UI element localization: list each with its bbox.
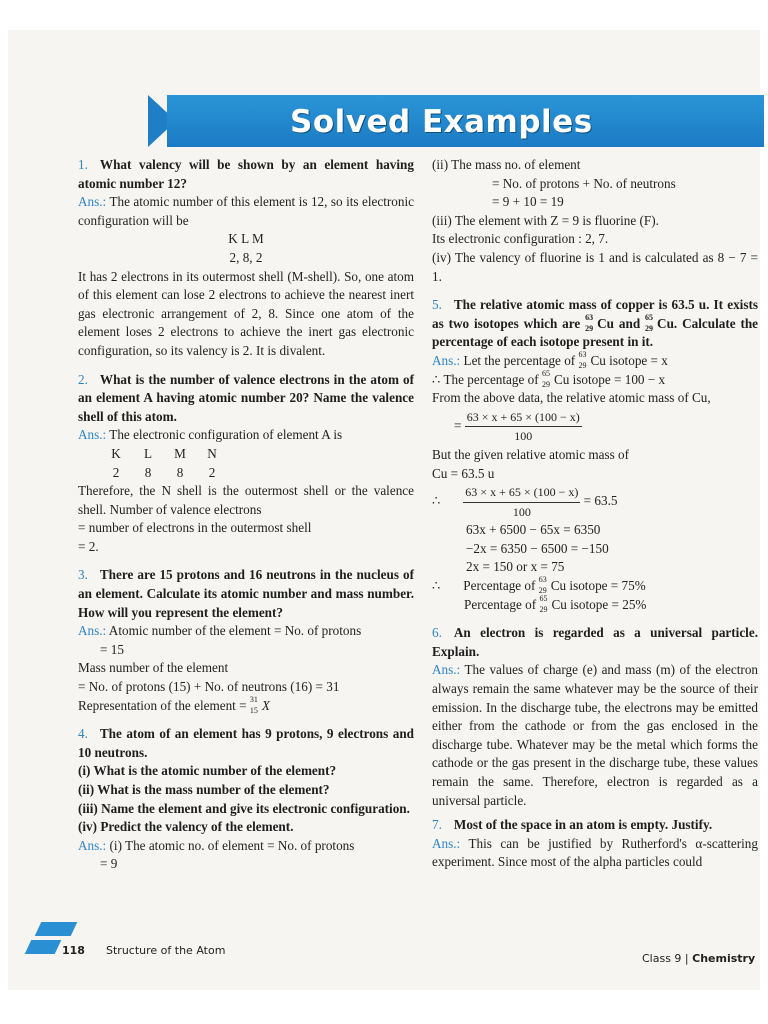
answer-text: This can be justified by Rutherford's α-scattering experiment. Since most of the alpha particles could — [432, 835, 758, 870]
step-1: 63x + 6500 − 65x = 6350 — [466, 522, 601, 538]
question-text: Most of the space in an atom is empty. Justify. — [453, 817, 713, 833]
answer-text: Cu isotope = 100 − x — [553, 371, 666, 387]
mass-number: 63 — [578, 349, 587, 359]
shell-row — [78, 445, 414, 464]
answer-text: ∴ The percentage of — [432, 371, 539, 387]
equation-rhs: = 63.5 — [583, 493, 618, 509]
denominator: 100 — [512, 504, 531, 519]
question-number: 3. — [78, 567, 88, 583]
answer-body-3: = 2. — [78, 538, 99, 554]
fraction-row-2 — [432, 483, 758, 521]
mass-number: 65 — [539, 593, 548, 603]
config-row — [78, 464, 414, 483]
answer-line: = 9 + 10 = 19 — [492, 194, 564, 210]
representation-line — [78, 694, 414, 716]
therefore-sign: ∴ — [432, 578, 441, 594]
answer-1 — [78, 193, 414, 230]
answer-text: (i) The atomic no. of element = No. of protons — [109, 837, 355, 853]
equals-sign: = — [454, 417, 462, 433]
answer-line: Mass number of the element — [78, 660, 229, 676]
question-number: 2. — [78, 371, 88, 387]
element-symbol: X — [261, 697, 270, 713]
answer-5-line-5: Cu = 63.5 u — [432, 465, 495, 481]
answer-4-iv: (iv) The valency of fluorine is 1 and is calculated as 8 − 7 = 1. — [432, 249, 758, 284]
question-text: What is the number of valence electrons in the atom of an element A having atomic number 20? Name the valence shell of this atom. — [78, 371, 414, 424]
answer-label: Ans.: — [78, 623, 107, 639]
question-text: The atom of an element has 9 protons, 9 electrons and 10 neutrons. — [78, 726, 414, 760]
shell-l: L — [143, 445, 153, 461]
answer-label: Ans.: — [78, 427, 107, 443]
answer-line: = No. of protons + No. of neutrons — [492, 175, 676, 191]
answer-5-line-4: But the given relative atomic mass of — [432, 446, 630, 462]
sub-question-iv: (iv) Predict the valency of the element. — [78, 819, 294, 835]
answer-label: Ans.: — [432, 662, 461, 678]
isotope-cu-63 — [585, 312, 614, 333]
page-number: 118 — [62, 944, 85, 957]
percentage-65 — [432, 593, 758, 615]
answer-label: Ans.: — [78, 194, 107, 210]
question-text: An electron is regarded as a universal particle. Explain. — [432, 625, 758, 659]
answer-line: = 9 — [100, 856, 118, 872]
chapter-title: Structure of the Atom — [106, 944, 226, 957]
answer-text: The atomic number of this element is 12, so its electronic configuration will be — [78, 194, 414, 228]
answer-text: The electronic configuration of element A is — [109, 427, 343, 443]
sub-question-ii: (ii) What is the mass number of the element? — [78, 782, 330, 797]
footer-decor-tab — [35, 922, 78, 936]
question-text: What valency will be shown by an element having atomic number 12? — [78, 157, 414, 191]
banner-title: Solved Examples — [290, 104, 593, 140]
question-number: 7. — [432, 817, 442, 833]
answer-label: Ans.: — [432, 835, 461, 851]
answer-text: Cu isotope = 25% — [551, 596, 647, 612]
config-l: 8 — [144, 464, 152, 480]
question-4 — [78, 725, 414, 762]
isotope-cu-65: 65 29 Cu. — [645, 312, 678, 333]
answer-text: Let the percentage of — [463, 352, 576, 368]
step-2: −2x = 6350 − 6500 = −150 — [466, 540, 609, 556]
answer-5-line-3: From the above data, the relative atomic mass of Cu, — [432, 390, 711, 406]
mass-number: 63 — [585, 312, 594, 322]
step-3: 2x = 150 or x = 75 — [466, 559, 565, 575]
atomic-number: 29 — [539, 604, 548, 614]
class-label: Class 9 | — [642, 952, 689, 965]
answer-text: Atomic number of the element = No. of protons — [108, 623, 362, 639]
nuclide-notation — [249, 694, 262, 715]
electron-config: 2, 8, 2 — [229, 249, 263, 265]
answer-4-ii: (ii) The mass no. of element — [432, 157, 581, 172]
question-number: 4. — [78, 726, 88, 742]
answer-text: Cu isotope = x — [590, 352, 668, 368]
answer-line: = No. of protons (15) + No. of neutrons (16) = 31 — [78, 679, 340, 695]
numerator: 63 × x + 65 × (100 − x) — [463, 483, 580, 503]
shell-m: M — [174, 445, 186, 461]
shell-n: N — [207, 445, 217, 461]
answer-4 — [78, 837, 414, 856]
answer-body: It has 2 electrons in its outermost shell (M-shell). So, one atom of this element can lose 2 electrons to achieve the nearest inert gas electronic arrangement of 2, 8. Since one atom of the element loses 2 electrons to achieve the inert gas electronic configuration, so its valency is 2. It is divalent. — [78, 268, 414, 358]
representation-text: Representation of the element = — [78, 697, 247, 713]
question-6 — [432, 624, 758, 661]
question-3 — [78, 566, 414, 622]
and-text: and — [618, 315, 641, 331]
answer-body-2: = number of electrons in the outermost shell — [78, 520, 312, 536]
mass-number: 65 — [541, 368, 550, 378]
question-number: 1. — [78, 157, 88, 172]
mass-number: 65 — [645, 312, 654, 322]
answer-text: The values of charge (e) and mass (m) of the electron always remain the same whatever may be the source of their emission. In the discharge tube, the electrons may be emitted either from the cathode or from the gas enclosed in the discharge tube. Whatever may be the metal which forms the cathode or the gas present in the discharge tube, these values remain the same. Therefore, electron is regarded as a universal particle. — [432, 662, 759, 808]
config-n: 2 — [208, 464, 216, 480]
question-text: The relative atomic mass of copper is 63.5 u. It exists as two isotopes which are — [432, 297, 758, 331]
config-m: 8 — [176, 464, 184, 480]
therefore-sign: ∴ — [432, 493, 441, 509]
atomic-number: 15 — [249, 705, 258, 715]
mass-number: 63 — [538, 575, 547, 585]
answer-body-1: Therefore, the N shell is the outermost shell or the valence shell. Number of valence electrons — [78, 483, 414, 517]
fraction-row-1 — [432, 408, 758, 446]
shell-labels: K L M — [228, 231, 264, 247]
sub-question-i: (i) What is the atomic number of the element? — [78, 763, 337, 779]
answer-5-line-2 — [432, 368, 758, 390]
answer-6 — [432, 661, 758, 810]
atomic-number: 29 — [645, 323, 654, 333]
numerator: 63 × x + 65 × (100 − x) — [465, 408, 582, 428]
config-k: 2 — [112, 464, 120, 480]
answer-text: Cu isotope = 75% — [550, 578, 646, 594]
question-2 — [78, 371, 414, 427]
subject-label: Chemistry — [692, 952, 756, 965]
element-symbol: Cu — [657, 315, 674, 331]
answer-line: = 15 — [100, 641, 124, 657]
answer-4-iii: (iii) The element with Z = 9 is fluorine (F). — [432, 212, 659, 228]
question-number: 6. — [432, 625, 442, 641]
sub-question-iii: (iii) Name the element and give its electronic configuration. — [78, 800, 410, 816]
question-text: There are 15 protons and 16 neutrons in the nucleus of an element. Calculate its atomic number and mass number. How will you represent the element? — [78, 567, 414, 620]
answer-2 — [78, 426, 414, 445]
question-7 — [432, 816, 758, 835]
right-column — [432, 156, 758, 872]
answer-3 — [78, 622, 414, 641]
answer-label: Ans.: — [432, 352, 461, 368]
question-5 — [432, 296, 758, 352]
element-symbol: Cu — [597, 315, 614, 331]
fraction — [463, 483, 580, 521]
percentage-63 — [432, 577, 758, 596]
question-text-2: Calculate the percentage of each isotope present in it. — [432, 315, 759, 350]
left-column — [78, 156, 414, 874]
class-subject — [642, 952, 755, 965]
question-1 — [78, 156, 414, 193]
answer-line: Its electronic configuration : 2, 7. — [432, 231, 609, 247]
question-number: 5. — [432, 297, 442, 313]
answer-text: Percentage of — [464, 596, 537, 612]
atomic-number: 29 — [538, 586, 547, 596]
answer-text: Percentage of — [463, 578, 536, 594]
shell-k: K — [111, 445, 121, 461]
fraction — [465, 408, 582, 446]
answer-7 — [432, 835, 758, 872]
denominator: 100 — [514, 429, 533, 444]
mass-number: 31 — [249, 694, 258, 704]
atomic-number: 29 — [578, 360, 587, 370]
answer-5-line-1 — [432, 349, 758, 371]
answer-label: Ans.: — [78, 837, 107, 853]
atomic-number: 29 — [585, 323, 594, 333]
atomic-number: 29 — [541, 379, 550, 389]
